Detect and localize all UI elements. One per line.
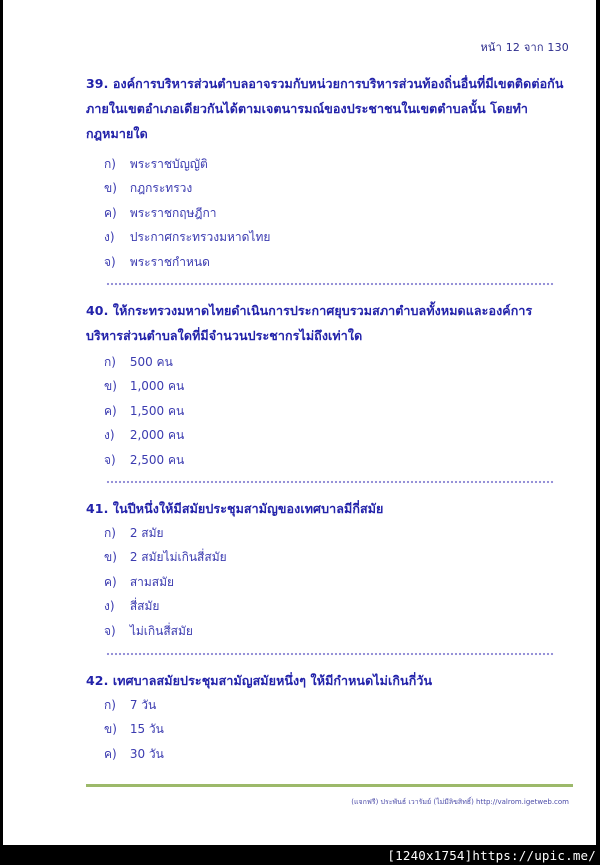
choice-letter: จ) bbox=[104, 254, 116, 269]
choice-letter: จ) bbox=[104, 452, 116, 467]
choice-text: สามสมัย bbox=[129, 574, 175, 589]
document-page bbox=[3, 0, 596, 845]
choice-letter: ก) bbox=[104, 355, 116, 369]
question-line: ภายในเขตอำเภอเดียวกันได้ตามเจตนารมณ์ของประชาชนในเขตตำบลนั้น โดยทำ bbox=[86, 101, 528, 116]
choices-41 bbox=[104, 521, 227, 643]
choice-letter: ง) bbox=[104, 599, 115, 614]
choice-item bbox=[104, 250, 270, 274]
choice-item bbox=[104, 570, 227, 594]
choice-text: 2 สมัยไม่เกินสี่สมัย bbox=[129, 550, 227, 565]
choice-letter: ค) bbox=[104, 746, 117, 761]
question-line: กฎหมายใด bbox=[86, 126, 148, 141]
choice-letter: ค) bbox=[104, 205, 117, 220]
choice-letter: ก) bbox=[104, 698, 116, 712]
choice-item bbox=[104, 693, 164, 717]
question-line: 42. เทศบาลสมัยประชุมสามัญสมัยหนึ่งๆ ให้มีกำหนดไม่เกินกี่วัน bbox=[86, 673, 433, 688]
choice-item bbox=[104, 619, 227, 643]
choice-letter: ค) bbox=[104, 574, 117, 589]
separator-line bbox=[106, 480, 554, 484]
choice-letter: ข) bbox=[104, 550, 117, 565]
choice-text: ประกาศกระทรวงมหาดไทย bbox=[129, 230, 271, 245]
choice-letter: ค) bbox=[104, 403, 117, 418]
choice-text: สี่สมัย bbox=[129, 599, 160, 614]
choice-item bbox=[104, 521, 227, 545]
choice-item bbox=[104, 152, 270, 176]
choices-40 bbox=[104, 350, 184, 472]
choices-39 bbox=[104, 152, 270, 274]
choices-42 bbox=[104, 693, 164, 766]
choice-item bbox=[104, 742, 164, 766]
choice-text: 2,000 คน bbox=[129, 428, 185, 443]
choice-text: พระราชกำหนด bbox=[129, 254, 210, 269]
footer-credit: (แจกฟรี) ประพันธ์ เวารัมย์ (ไม่มีลิขสิทธิ์) http://valrom.igetweb.com bbox=[351, 798, 569, 806]
choice-item bbox=[104, 399, 184, 423]
choice-item bbox=[104, 594, 227, 618]
choice-item bbox=[104, 350, 184, 374]
choice-text: พระราชบัญญัติ bbox=[129, 157, 208, 171]
footer-divider bbox=[86, 784, 573, 787]
image-host-watermark: [1240x1754]https://upic.me/ bbox=[387, 848, 596, 863]
page-indicator: หน้า 12 จาก 130 bbox=[480, 41, 569, 54]
question-line: 40. ให้กระทรวงมหาดไทยดำเนินการประกาศยุบรวมสภาตำบลทั้งหมดและองค์การ bbox=[86, 303, 533, 318]
choice-letter: ง) bbox=[104, 428, 115, 443]
choice-item bbox=[104, 225, 270, 249]
choice-text: 500 คน bbox=[129, 355, 173, 369]
choice-text: 2,500 คน bbox=[129, 452, 185, 467]
choice-letter: ก) bbox=[104, 526, 116, 540]
choice-text: 1,500 คน bbox=[129, 403, 185, 418]
separator-line bbox=[106, 652, 554, 656]
choice-letter: ก) bbox=[104, 157, 116, 171]
choice-letter: ข) bbox=[104, 379, 117, 394]
choice-text: 1,000 คน bbox=[129, 379, 185, 394]
choice-item bbox=[104, 176, 270, 200]
choice-item bbox=[104, 201, 270, 225]
choice-letter: จ) bbox=[104, 623, 116, 638]
choice-text: 2 สมัย bbox=[129, 526, 164, 540]
choice-text: 15 วัน bbox=[129, 722, 164, 737]
choice-item bbox=[104, 448, 184, 472]
question-line: บริหารส่วนตำบลใดที่มีจำนวนประชากรไม่ถึงเท่าใด bbox=[86, 328, 363, 343]
choice-text: 30 วัน bbox=[129, 746, 164, 761]
choice-text: ไม่เกินสี่สมัย bbox=[129, 623, 193, 638]
choice-item bbox=[104, 374, 184, 398]
choice-item bbox=[104, 717, 164, 741]
choice-letter: ข) bbox=[104, 722, 117, 737]
choice-text: 7 วัน bbox=[129, 698, 157, 712]
choice-item bbox=[104, 545, 227, 569]
choice-text: พระราชกฤษฎีกา bbox=[129, 205, 217, 220]
choice-letter: ข) bbox=[104, 181, 117, 196]
question-line: 39. องค์การบริหารส่วนตำบลอาจรวมกับหน่วยการบริหารส่วนท้องถิ่นอื่นที่มีเขตติดต่อกัน bbox=[86, 76, 564, 91]
choice-letter: ง) bbox=[104, 230, 115, 245]
question-line: 41. ในปีหนึ่งให้มีสมัยประชุมสามัญของเทศบาลมีกี่สมัย bbox=[86, 501, 384, 516]
question-40 bbox=[86, 298, 591, 348]
choice-item bbox=[104, 423, 184, 447]
question-39 bbox=[86, 71, 591, 146]
question-42 bbox=[86, 668, 591, 693]
question-41 bbox=[86, 496, 591, 521]
separator-line bbox=[106, 282, 554, 286]
choice-text: กฎกระทรวง bbox=[129, 181, 193, 196]
